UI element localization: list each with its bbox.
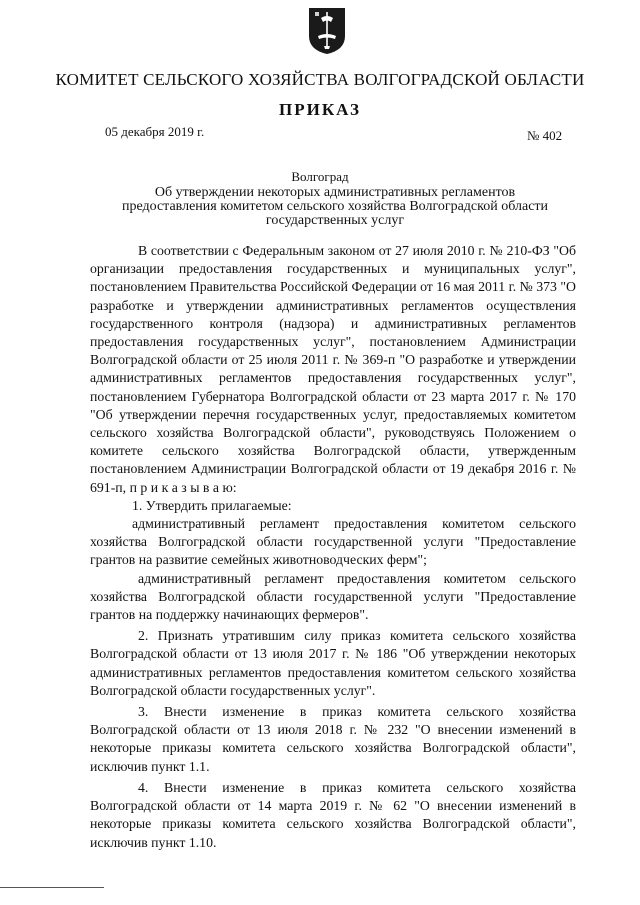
item-1-regulation-1: административный регламент предоставления комитетом сельского хозяйства Волгоградской области государственной услуги "Предоставление грантов на развитие семейных животноводческих ферм"; — [90, 516, 576, 568]
footer-divider — [0, 887, 104, 888]
document-type: ПРИКАЗ — [279, 100, 361, 119]
document-number: № 402 — [527, 128, 563, 143]
document-city: Волгоград — [291, 169, 349, 184]
document-title — [90, 186, 580, 228]
title-line-2: предоставления комитетом сельского хозяйства Волгоградской области — [121, 199, 549, 214]
coat-of-arms-emblem-icon — [307, 6, 347, 56]
item-2-paragraph: 2. Признать утратившим силу приказ комитета сельского хозяйства Волгоградской области от 13 июля 2017 г. № 186 "Об утверждении некоторых административных регламентов предоставления комитетом сельского хозяйства Волгоградской области государственных услуг". — [90, 628, 576, 698]
document-date: 05 декабря 2019 г. — [105, 124, 205, 139]
document-body — [90, 242, 576, 852]
organization-name: КОМИТЕТ СЕЛЬСКОГО ХОЗЯЙСТВА ВОЛГОГРАДСКОЙ ОБЛАСТИ — [55, 70, 585, 89]
item-1-regulation-2: административный регламент предоставления комитетом сельского хозяйства Волгоградской области государственной услуги "Предоставление грантов на поддержку начинающих фермеров". — [90, 570, 576, 623]
title-line-1: Об утверждении некоторых административных регламентов — [154, 185, 516, 200]
preamble-paragraph: В соответствии с Федеральным законом от 27 июля 2010 г. № 210-ФЗ "Об организации предоставления государственных и муниципальных услуг", постановлением Правительства Российской Федерации от 16 мая 2011 г. № 373 "О разработке и утверждении административных регламентов осуществления государственного контроля (надзора) и административных регламентов предоставления государственных услуг", постановлением Администрации Волгоградской области от 25 июля 2011 г. № 369-п "О разработке и утверждении административных регламентов предоставления государственных услуг", постановлением Губернатора Волгоградской области от 23 марта 2017 г. № 170 "Об утверждении перечня государственных услуг, предоставляемых комитетом сельского хозяйства Волгоградской области", руководствуясь Положением о комитете сельского хозяйства Волгоградской области, утвержденным постановлением Администрации Волгоградской области от 19 декабря 2016 г. № 691-п, п р и к а з ы в а ю: — [90, 243, 576, 495]
title-line-3: государственных услуг — [265, 213, 405, 228]
item-4-paragraph: 4. Внести изменение в приказ комитета сельского хозяйства Волгоградской области от 14 марта 2019 г. № 62 "О внесении изменений в некоторые приказы комитета сельского хозяйства Волгоградской области", исключив пункт 1.10. — [90, 779, 576, 850]
item-1-intro: 1. Утвердить прилагаемые: — [132, 497, 292, 513]
item-3-paragraph: 3. Внести изменение в приказ комитета сельского хозяйства Волгоградской области от 13 июля 2018 г. № 232 "О внесении изменений в некоторые приказы комитета сельского хозяйства Волгоградской области", исключив пункт 1.1. — [90, 704, 576, 774]
